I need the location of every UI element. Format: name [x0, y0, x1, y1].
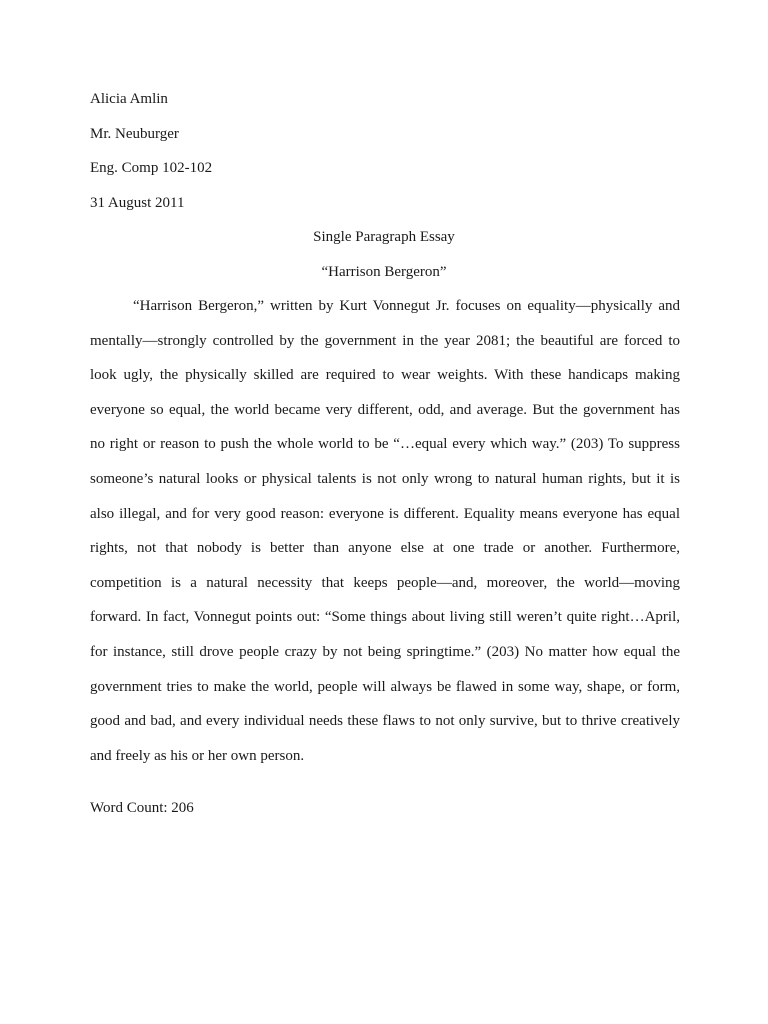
essay-line: mentally—strongly controlled by the government in the year 2081; the beautiful are forced to: [90, 332, 680, 349]
essay-line: government tries to make the world, people will always be flawed in some way, shape, or form,: [90, 678, 680, 695]
essay-line: good and bad, and every individual needs these flaws to not only survive, but to thrive creatively: [90, 713, 680, 730]
essay-subtitle: “Harrison Bergeron”: [321, 264, 447, 280]
word-count: Word Count: 206: [90, 800, 194, 816]
essay-line: no right or reason to push the whole world to be “…equal every which way.” (203) To suppress: [90, 436, 680, 453]
essay-line: everyone so equal, the world became very different, odd, and average. But the government has: [90, 401, 680, 418]
author-name: Alicia Amlin: [90, 91, 168, 107]
essay-line: “Harrison Bergeron,” written by Kurt Vonnegut Jr. focuses on equality—physically and: [133, 298, 680, 314]
essay-line: and freely as his or her own person.: [90, 747, 305, 764]
essay-line: forward. In fact, Vonnegut points out: “Some things about living still weren’t quite right…April,: [90, 609, 680, 626]
essay-line: also illegal, and for very good reason: everyone is different. Equality means everyone has equal: [90, 505, 680, 522]
essay-line: look ugly, the physically skilled are required to wear weights. With these handicaps making: [90, 367, 680, 384]
essay-paragraph: [90, 297, 680, 781]
instructor-name: Mr. Neuburger: [90, 126, 179, 142]
essay-line: someone’s natural looks or physical talents is not only wrong to natural human rights, but it is: [90, 470, 680, 487]
course-name: Eng. Comp 102-102: [90, 160, 213, 176]
essay-title: Single Paragraph Essay: [313, 229, 455, 245]
essay-line: for instance, still drove people crazy by not being springtime.” (203) No matter how equal the: [90, 643, 680, 660]
essay-line: rights, not that nobody is better than anyone else at one trade or another. Furthermore,: [90, 540, 680, 557]
document-date: 31 August 2011: [90, 195, 185, 211]
essay-line: competition is a natural necessity that keeps people—and, moreover, the world—moving: [90, 574, 680, 591]
